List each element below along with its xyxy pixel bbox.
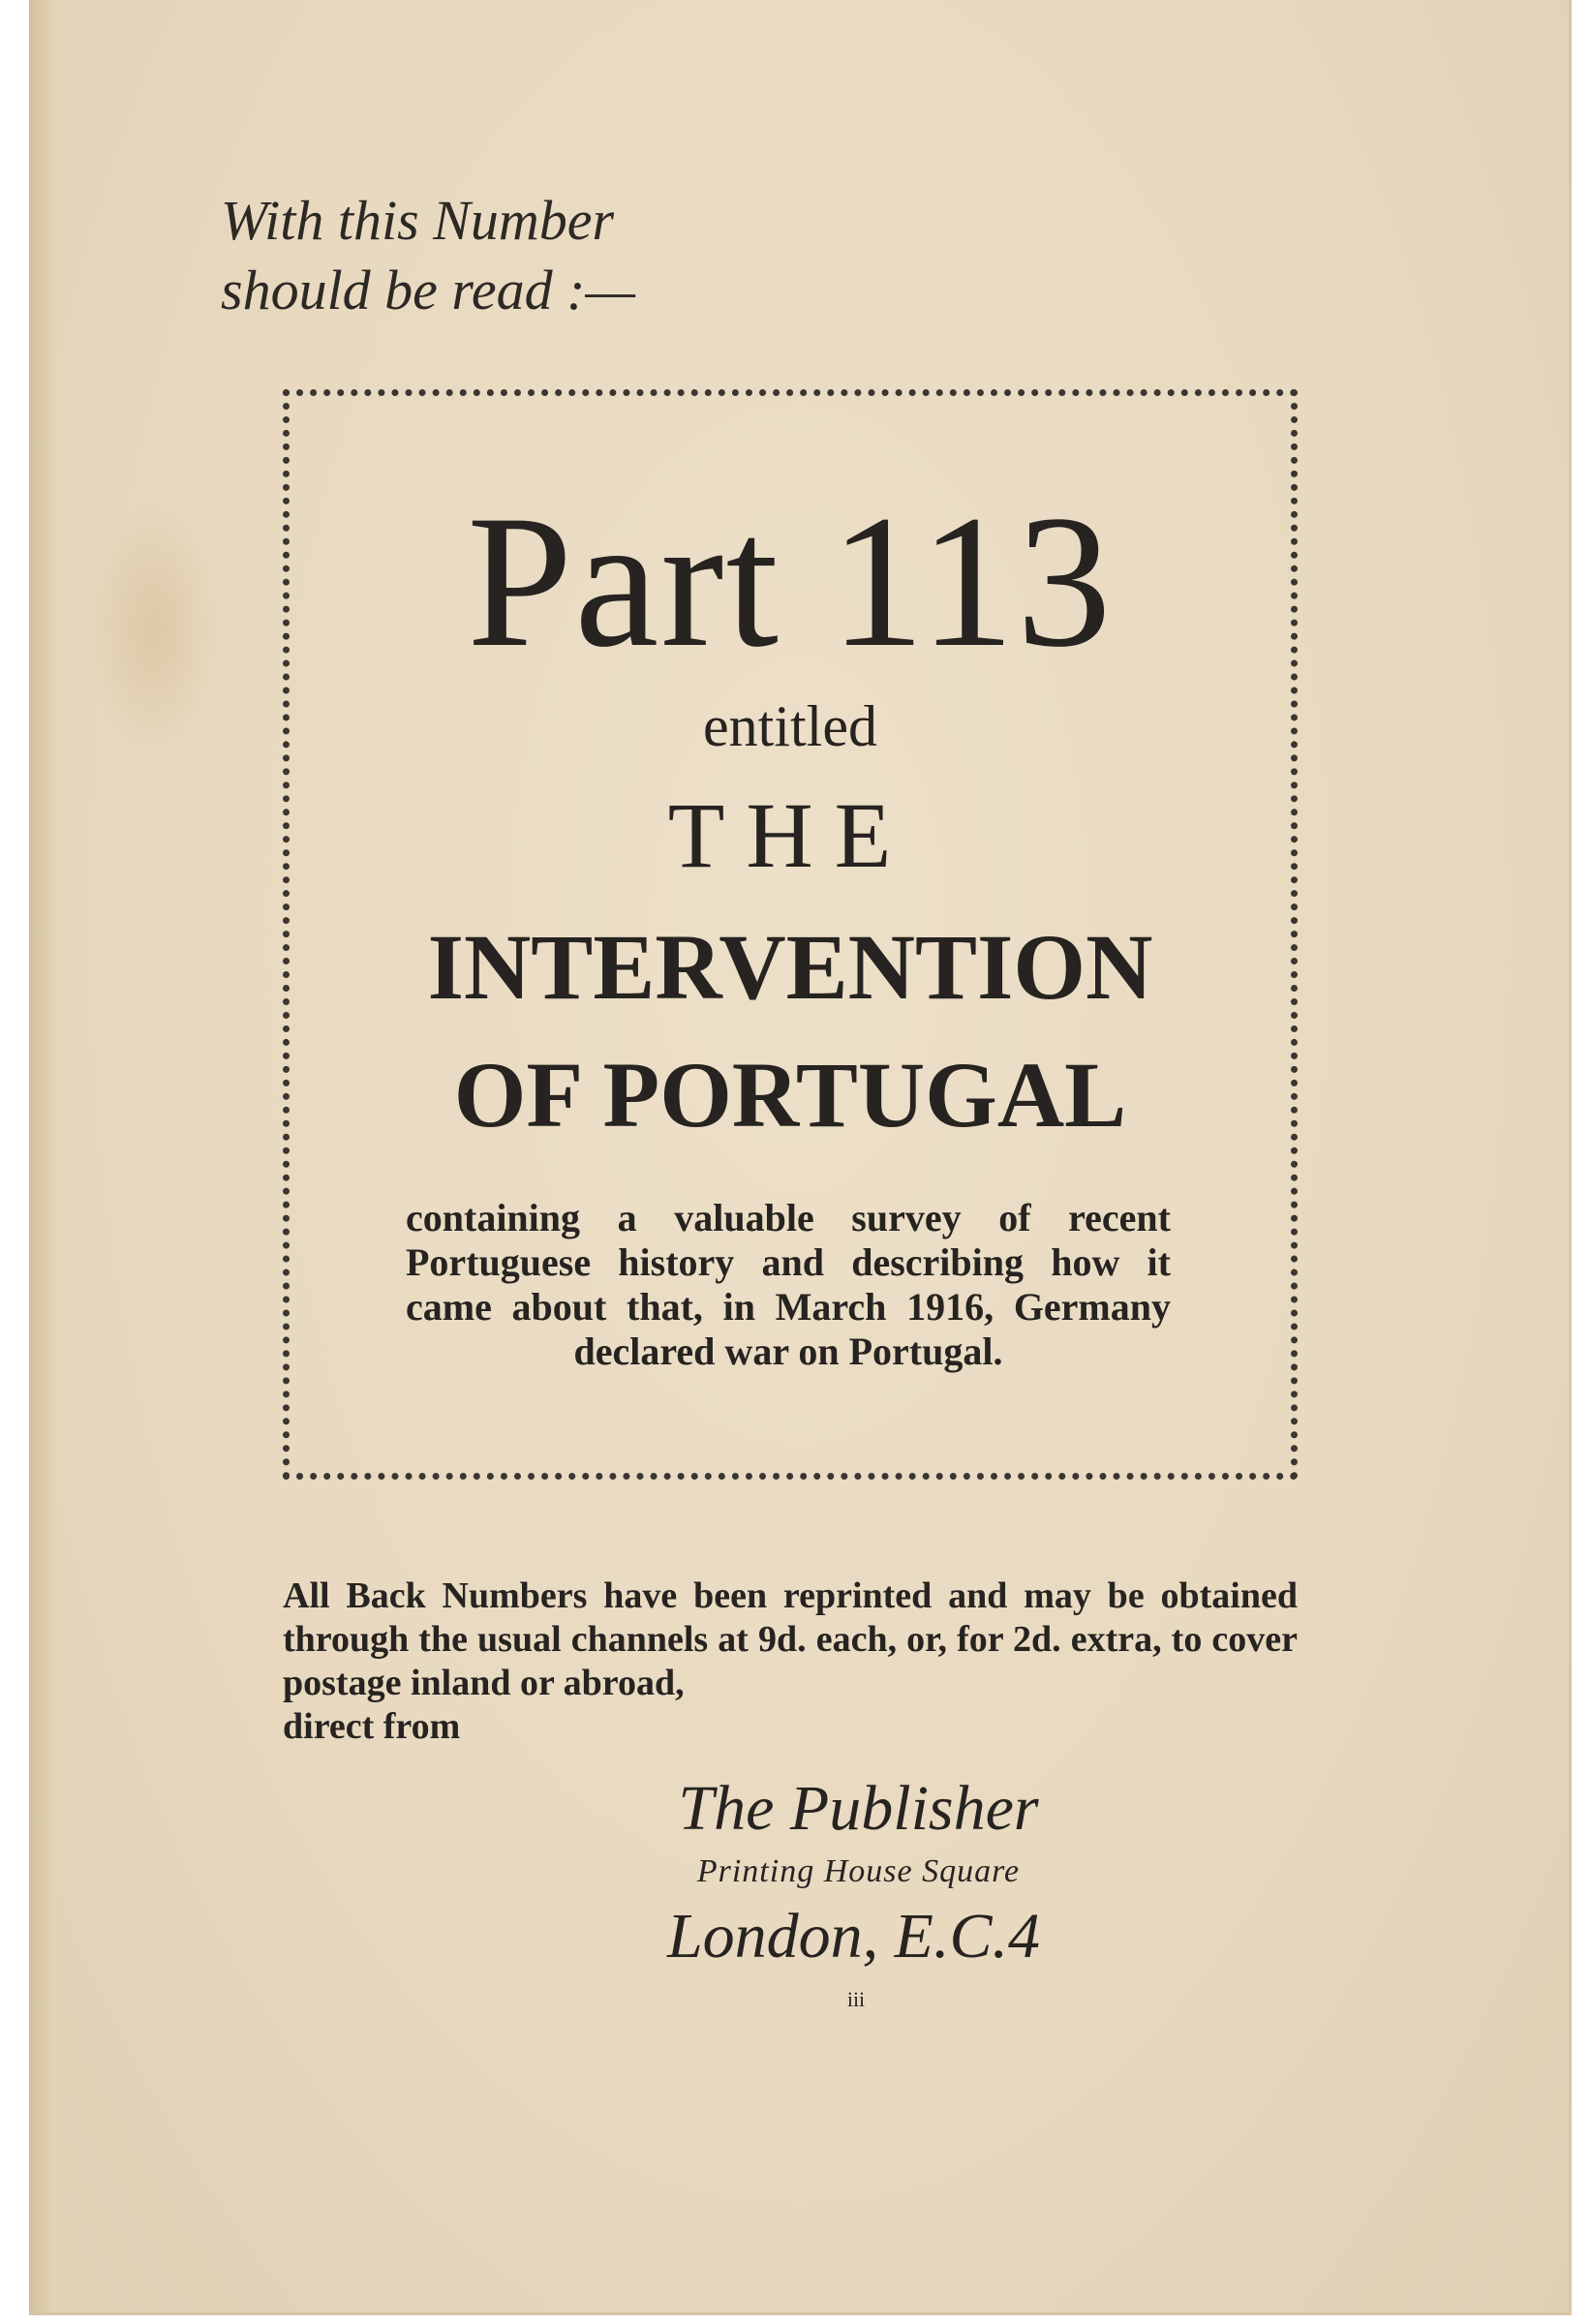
part-description: containing a valuable survey of recent Portuguese history and describing how it came about that, in March 1916, Germany declared war on Portugal.	[406, 1196, 1171, 1373]
publisher-name: The Publisher	[678, 1773, 1039, 1844]
back-numbers-text: All Back Numbers have been reprinted and may be obtained through the usual channels at 9d. each, or, for 2d. extra, to cover postage inland or abroad,	[283, 1575, 1298, 1703]
publisher-address: Printing House Square	[696, 1853, 1021, 1889]
title-line-1: THE	[667, 783, 913, 887]
title-line-3: OF PORTUGAL	[453, 1043, 1127, 1147]
intro-line-1: With this Number	[221, 189, 615, 252]
publisher-block	[0, 1772, 1591, 1975]
back-numbers-last-line: direct from	[283, 1706, 461, 1747]
paper-stain	[87, 504, 223, 755]
page-folio	[0, 1987, 1591, 2012]
entitled-label: entitled	[703, 694, 877, 758]
folio-number: iii	[846, 1987, 866, 2011]
title-line-2: INTERVENTION	[427, 915, 1153, 1019]
dotted-frame	[283, 389, 1298, 1480]
back-numbers-notice	[283, 1575, 1298, 1749]
part-number: Part 113	[467, 476, 1114, 687]
publisher-city: London, E.C.4	[666, 1901, 1041, 1972]
intro-line-2: should be read :—	[221, 259, 635, 321]
intro-heading	[221, 186, 635, 325]
